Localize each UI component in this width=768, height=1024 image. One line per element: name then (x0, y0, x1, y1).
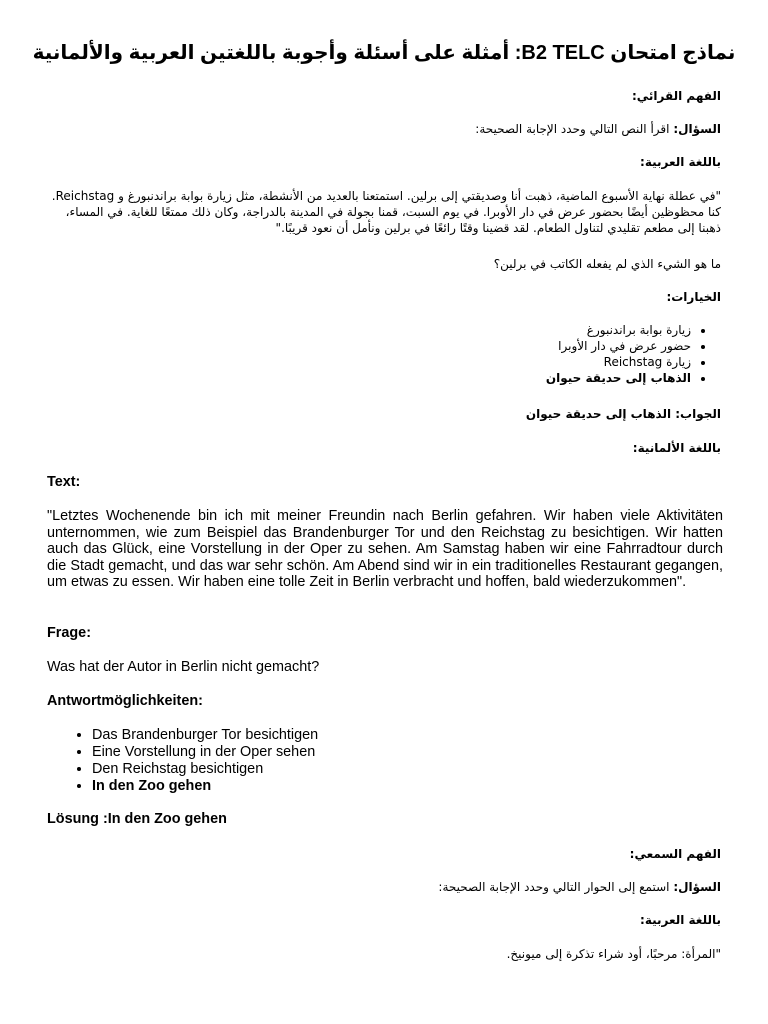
question-label: السؤال: (673, 880, 721, 894)
list-item: • الذهاب إلى حديقة حيوان (291, 370, 691, 386)
options-label: Antwortmöglichkeiten: (47, 693, 203, 709)
arabic-passage-line-1: "في عطلة نهاية الأسبوع الماضية، ذهبت أنا وصديقتي إلى برلين. استمتعنا بالعديد من الأنشطة، مثل زيارة بوابة براندنبورغ و Reichstag. (51, 189, 721, 203)
frage-text: Was hat der Autor in Berlin nicht gemacht? (47, 659, 320, 675)
arabic-heading: باللغة العربية: (640, 155, 721, 169)
reading-heading: الفهم القرائي: (631, 89, 721, 103)
listening-heading: الفهم السمعي: (629, 847, 721, 861)
reading-question (41, 121, 721, 137)
listening-question (41, 879, 721, 895)
arabic-passage-line-3: ذهبنا إلى مطعم تقليدي لتناول الطعام. لقد قضينا وقتًا رائعًا في برلين ونأمل أن نعود قريبًا." (275, 221, 721, 235)
german-heading-ar: باللغة الألمانية: (632, 441, 721, 455)
solution: Lösung :In den Zoo gehen (47, 811, 227, 827)
german-options-list (47, 727, 692, 795)
options-heading: الخيارات: (666, 290, 721, 304)
text-label: Text: (47, 474, 81, 490)
arabic-passage-line-2: كنا محظوظين أيضًا بحضور عرض في دار الأوبرا. في يوم السبت، قمنا بجولة في المدينة بالدراجة، وكان ذلك ممتعًا للغاية. في المساء، (65, 205, 721, 219)
arabic-options-list (291, 322, 721, 386)
list-item: • Den Reichstag besichtigen (92, 761, 692, 778)
frage-label: Frage: (47, 625, 91, 641)
arabic-answer: الجواب: الذهاب إلى حديقة حيوان (525, 407, 721, 421)
arabic-question: ما هو الشيء الذي لم يفعله الكاتب في برلين؟ (493, 257, 721, 271)
page-title: نماذج امتحان B2 TELC: أمثلة على أسئلة وأجوبة باللغتين العربية والألمانية (32, 42, 736, 64)
question-text: اقرأ النص التالي وحدد الإجابة الصحيحة: (475, 122, 674, 136)
german-passage: "Letztes Wochenende bin ich mit meiner Freundin nach Berlin gefahren. Wir haben viele Aktivitäten unternommen, wie zum Beispiel das Brandenburger Tor und den Reichstag zu besichtigen. Wir hatten auch das Glück, eine Vorstellung in der Oper zu sehen. Am Samstag haben wir eine Fahrradtour durch die Stadt gemacht, und das war sehr schön. Am Abend sind wir in ein traditionelles Restaurant gegangen, um etwas zu essen. Wir haben eine tolle Zeit in Berlin verbracht und hoffen, bald wiederzukommen". (47, 508, 723, 590)
question-text: استمع إلى الحوار التالي وحدد الإجابة الصحيحة: (438, 880, 674, 894)
list-item: • حضور عرض في دار الأوبرا (291, 338, 691, 354)
listening-arabic-heading: باللغة العربية: (640, 913, 721, 927)
dialogue-line-1: "المرأة: مرحبًا، أود شراء تذكرة إلى ميونيخ. (506, 947, 721, 961)
list-item: • زيارة Reichstag (291, 354, 691, 370)
question-label: السؤال: (673, 122, 721, 136)
list-item: • Eine Vorstellung in der Oper sehen (92, 744, 692, 761)
list-item: • زيارة بوابة براندنبورغ (291, 322, 691, 338)
list-item: • In den Zoo gehen (92, 778, 692, 795)
list-item: • Das Brandenburger Tor besichtigen (92, 727, 692, 744)
